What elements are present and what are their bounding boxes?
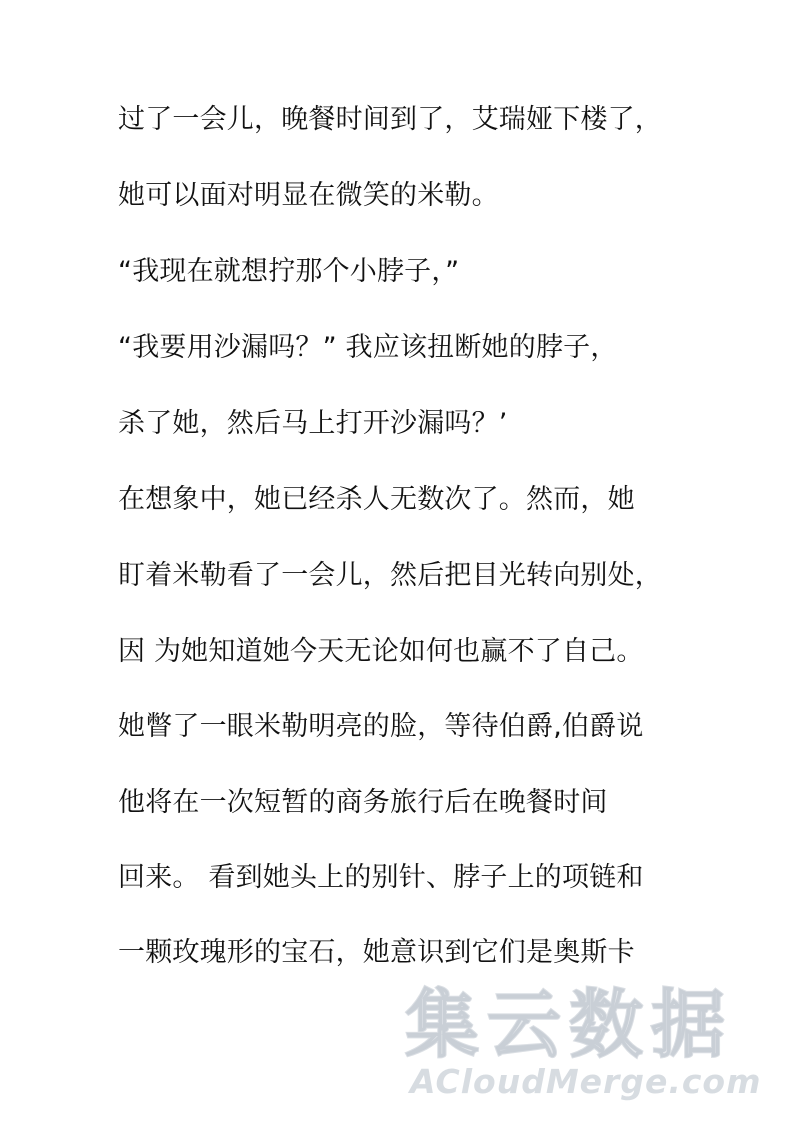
text-line-3: “我现在就想拧那个小脖子，” (118, 256, 460, 287)
text-line-4: “我要用沙漏吗？” 我应该扭断她的脖子， (118, 332, 618, 363)
text-line-12: 一颗玫瑰形的宝石，她意识到它们是奥斯卡 (118, 937, 635, 968)
watermark-chinese: 集云数据 (405, 982, 733, 1068)
text-line-10: 他将在一次短暂的商务旅行后在晚餐时间 (118, 787, 608, 818)
text-line-8: 因 为她知道她今天无论如何也赢不了自己。 (118, 636, 644, 667)
text-line-7: 盯着米勒看了一会儿，然后把目光转向别处， (118, 560, 662, 591)
text-line-6: 在想象中，她已经杀人无数次了。然而，她 (118, 484, 635, 515)
watermark-english: ACloudMerge.com (410, 1062, 762, 1101)
watermark (405, 982, 785, 1105)
text-line-2: 她可以面对明显在微笑的米勒。 (118, 180, 499, 211)
text-line-5: 杀了她，然后马上打开沙漏吗？’ (118, 408, 508, 439)
text-line-11: 回来。 看到她头上的别针、脖子上的项链和 (118, 862, 644, 893)
text-line-1: 过了一会儿，晚餐时间到了，艾瑞娅下楼了， (118, 104, 662, 135)
text-line-9: 她瞥了一眼米勒明亮的脸，等待伯爵,伯爵说 (118, 711, 644, 742)
